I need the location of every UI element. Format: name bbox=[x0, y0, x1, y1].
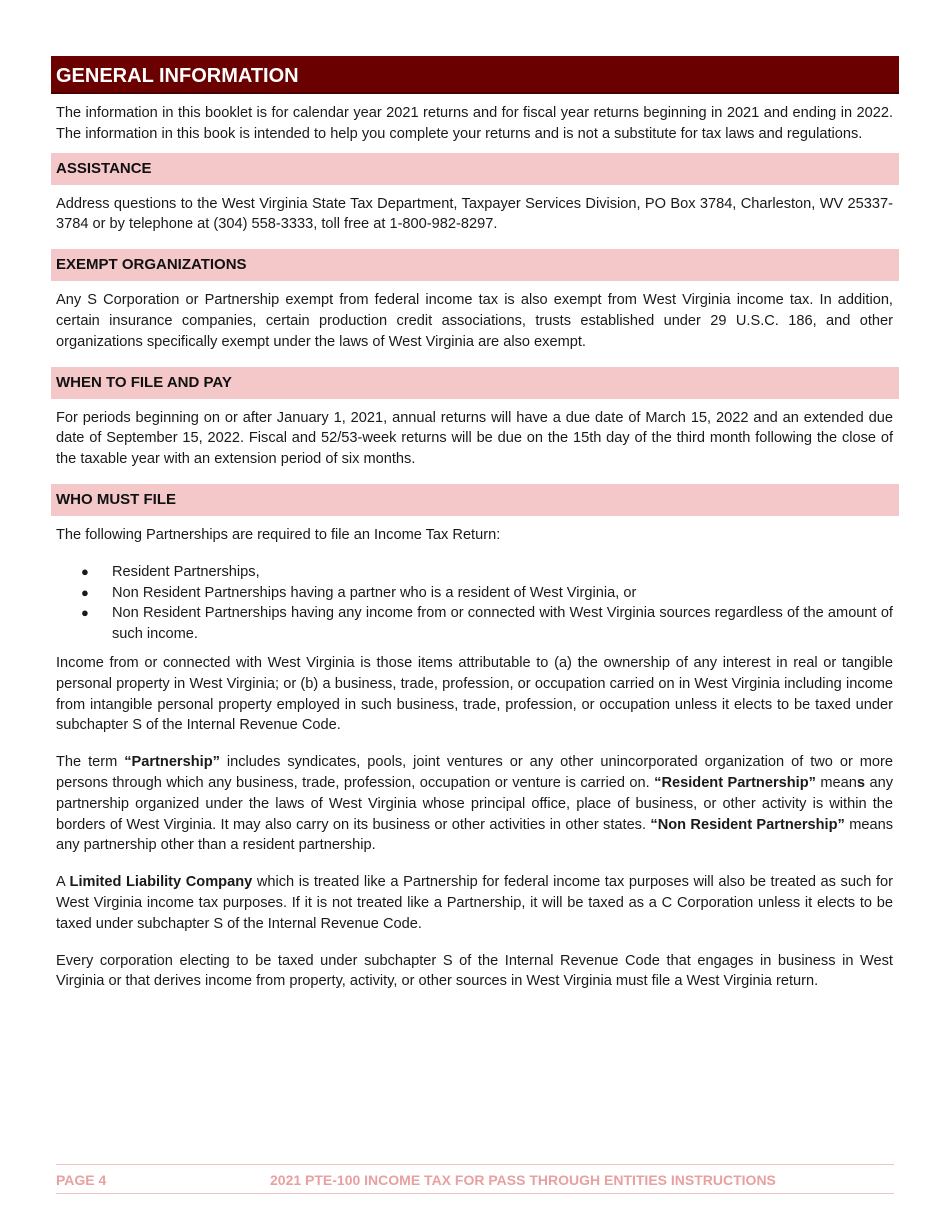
partnership-term-text: The term “Partnership” includes syndicates, pools, joint ventures or any other unincorporated organization of two or more persons through which any business, trade, profession, occupation or venture is carried on. “Resident Partnership” means any partnership organized under the laws of West Virginia whose principal office, place of business, or other activity is within the borders of West Virginia. It may also carry on its business or other activities in other states. “Non Resident Partnership” means any partnership other than a resident partnership. bbox=[56, 754, 894, 854]
general-information-text: The information in this booklet is for calendar year 2021 returns and for fiscal year returns beginning in 2021 and ending in 2022. The information in this book is intended to help you complete your returns and is not a substitute for tax laws and regulations. bbox=[56, 105, 893, 142]
when-to-file-text: For periods beginning on or after January 1, 2021, annual returns will have a due date of March 15, 2022 and an extended due date of September 15, 2022. Fiscal and 52/53-week returns will be due on the 15th day of the third month following the close of the taxable year with an extension period of six months. bbox=[56, 409, 893, 468]
assistance-heading: ASSISTANCE bbox=[51, 153, 899, 185]
who-must-file-lead: The following Partnerships are required to file an Income Tax Return: bbox=[56, 526, 501, 543]
llc-text: A Limited Liability Company which is treated like a Partnership for federal income tax purposes will also be treated as such for West Virginia income tax purposes. If it is not treated like a Partnership, it will be taxed as a C Corporation unless it elects to be taxed under subchapter S of the Internal Revenue Code. bbox=[56, 874, 894, 932]
general-information-heading: GENERAL INFORMATION bbox=[51, 56, 899, 94]
exempt-organizations-heading: EXEMPT ORGANIZATIONS bbox=[51, 249, 899, 281]
exempt-organizations-text: Any S Corporation or Partnership exempt from federal income tax is also exempt from West Virginia income tax. In addition, certain insurance companies, certain production credit associations, trusts established under 29 U.S.C. 186, and other organizations specifically exempt under the laws of West Virginia are also exempt. bbox=[56, 292, 893, 350]
assistance-text: Address questions to the West Virginia State Tax Department, Taxpayer Services Division, PO Box 3784, Charleston, WV 25337-3784 or by telephone at (304) 558-3333, toll free at 1-800-982-8297. bbox=[56, 195, 893, 233]
list-item: ● Resident Partnerships, bbox=[51, 562, 899, 583]
page-footer bbox=[56, 1164, 894, 1194]
partnership-list bbox=[51, 562, 899, 645]
income-definition-text: Income from or connected with West Virginia is those items attributable to (a) the ownership of any interest in real or tangible personal property in West Virginia; or (b) a business, trade, profession, or occupation carried on in West Virginia including income from intangible personal property employed in such business, trade, profession, or occupation unless it elects to be taxed under subchapter S of the Internal Revenue Code. bbox=[56, 654, 893, 734]
footer-title: 2021 PTE-100 INCOME TAX FOR PASS THROUGH ENTITIES INSTRUCTIONS bbox=[270, 1172, 776, 1188]
document-page bbox=[51, 56, 899, 992]
list-item: ● Non Resident Partnerships having a partner who is a resident of West Virginia, or bbox=[51, 583, 899, 604]
when-to-file-heading: WHEN TO FILE AND PAY bbox=[51, 367, 899, 399]
page-number: PAGE 4 bbox=[56, 1172, 107, 1188]
s-corporation-text: Every corporation electing to be taxed under subchapter S of the Internal Revenue Code that engages in business in West Virginia or that derives income from property, activity, or other sources in West Virginia must file a West Virginia return. bbox=[56, 952, 893, 990]
list-item: ● Non Resident Partnerships having any income from or connected with West Virginia sources regardless of the amount of such income. bbox=[51, 603, 899, 645]
who-must-file-heading: WHO MUST FILE bbox=[51, 484, 899, 516]
